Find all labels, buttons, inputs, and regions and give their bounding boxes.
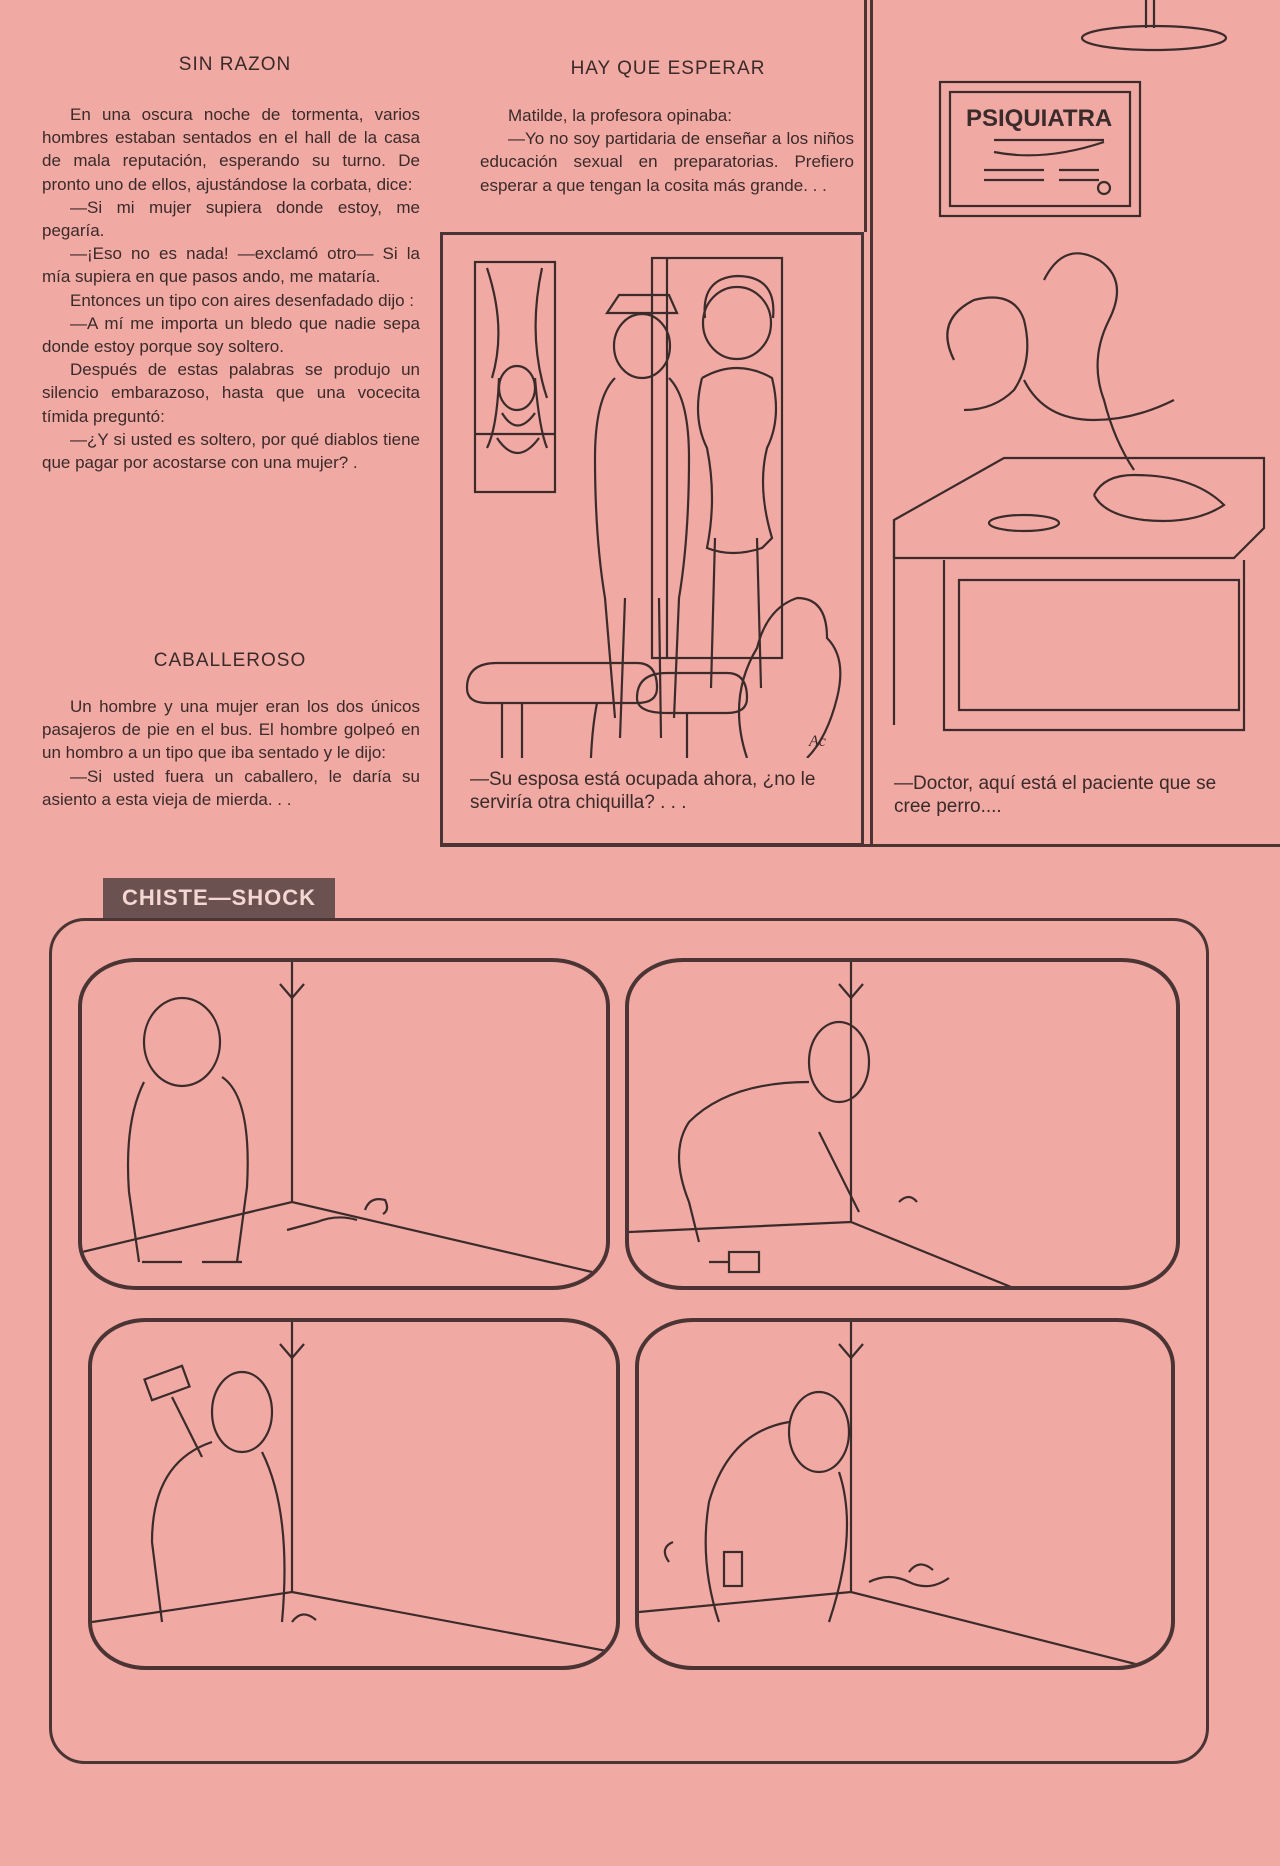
hay-que-esperar-text — [480, 104, 854, 197]
paragraph: —¿Y si usted es soltero, por qué diablos tiene que pagar por acostarse con una mujer? . — [42, 429, 420, 473]
tv-panel-3 — [88, 1318, 620, 1670]
paragraph: —Si usted fuera un caballero, le daría su asiento a esta vieja de mierda. . . — [42, 766, 420, 809]
tv-panel-2-drawing — [629, 962, 1176, 1286]
chiste-shock-tag: CHISTE—SHOCK — [103, 878, 335, 918]
paragraph: Un hombre y una mujer eran los dos únicos pasajeros de pie en el bus. El hombre golpeó en un hombro a un tipo que iba sentado y le dijo: — [42, 697, 420, 763]
cartoon-psiquiatra-drawing — [874, 0, 1274, 760]
sin-razon-text — [42, 103, 420, 474]
tv-panel-4-drawing — [639, 1322, 1171, 1666]
paragraph: Entonces un tipo con aires desenfadado dijo : — [70, 290, 415, 310]
column-divider — [864, 0, 867, 232]
tv-panel-1-drawing — [82, 962, 606, 1286]
cartoon-signature: Ac — [809, 733, 826, 750]
caballeroso-title: CABALLEROSO — [153, 650, 307, 671]
caballeroso-text — [42, 695, 420, 811]
cartoon-psiquiatra-caption: —Doctor, aquí está el paciente que se cree perro.... — [894, 773, 1217, 817]
paragraph: —¡Eso no es nada! —exclamó otro— Si la mía supiera en que pasos ando, me mataría. — [42, 244, 420, 287]
cartoon-esposa-caption: —Su esposa está ocupada ahora, ¿no le serviría otra chiquilla? . . . — [470, 769, 816, 813]
column-divider — [870, 0, 873, 846]
paragraph: —A mí me importa un bledo que nadie sepa donde estoy porque soy soltero. — [42, 313, 420, 357]
hay-que-esperar-title: HAY QUE ESPERAR — [570, 58, 766, 79]
tv-panel-2 — [625, 958, 1180, 1290]
diploma-sign: PSIQUIATRA — [966, 105, 1113, 132]
tv-panel-4 — [635, 1318, 1175, 1670]
paragraph: Matilde, la profesora opinaba: — [508, 106, 732, 125]
sin-razon-title: SIN RAZON — [178, 54, 292, 75]
section-divider — [440, 844, 1280, 847]
paragraph: —Si mi mujer supiera donde estoy, me pegaría. — [42, 197, 420, 241]
tv-panel-3-drawing — [92, 1322, 616, 1666]
cartoon-esposa-drawing — [447, 238, 857, 758]
tv-panel-1 — [78, 958, 610, 1290]
paragraph: Después de estas palabras se produjo un silencio embarazoso, hasta que una vocecita tímida preguntó: — [42, 360, 420, 426]
paragraph: —Yo no soy partidaria de enseñar a los niños educación sexual en preparatorias. Prefiero esperar a que tengan la cosita más grande. . . — [480, 129, 854, 195]
paragraph: En una oscura noche de tormenta, varios hombres estaban sentados en el hall de la casa de mala reputación, esperando su turno. De pronto uno de ellos, ajustándose la corbata, dice: — [42, 105, 420, 194]
